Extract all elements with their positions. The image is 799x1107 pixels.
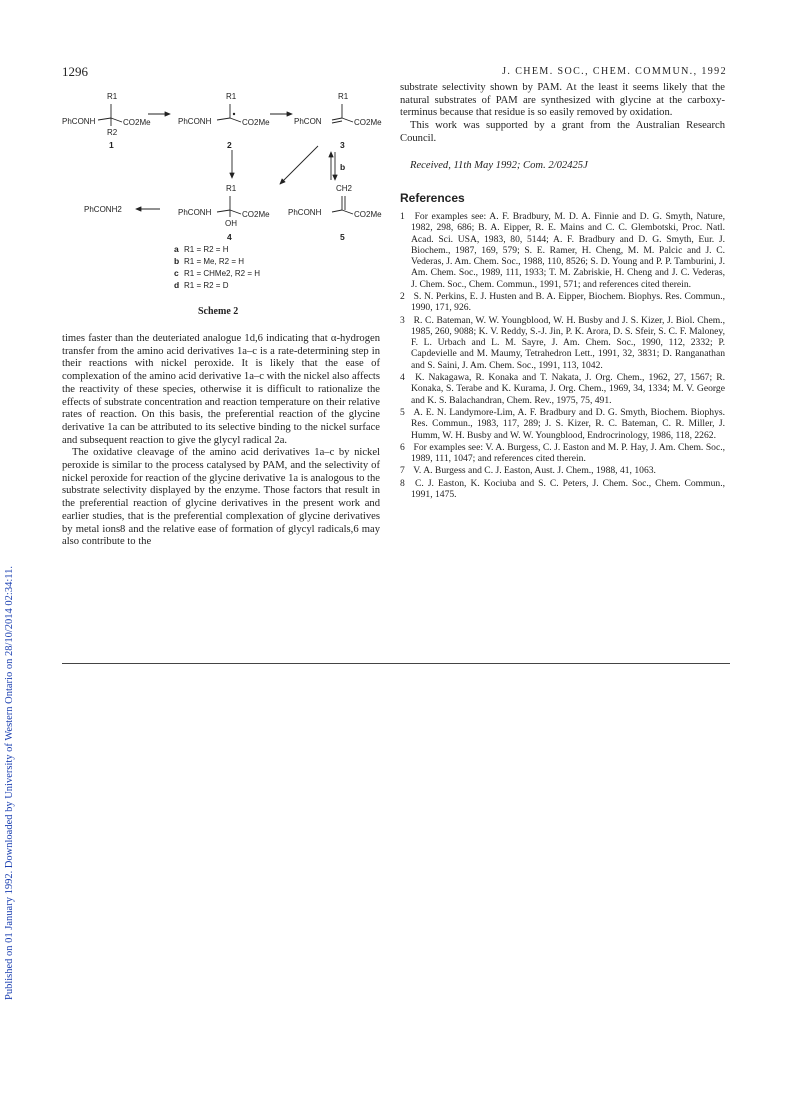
radical-dot [233, 113, 235, 115]
compound5-ch2: CH2 [336, 184, 353, 193]
page-number: 1296 [62, 64, 88, 79]
variant-d-text: R1 = R2 = D [184, 281, 229, 290]
step-b-label: b [340, 162, 346, 172]
left-column [62, 333, 380, 549]
compound3-r1: R1 [338, 92, 349, 101]
references-heading: References [400, 191, 465, 206]
label-compound-4: 4 [227, 232, 232, 242]
label-compound-2: 2 [227, 140, 232, 150]
body-paragraph-1: times faster than the deuteriated analogue 1d,6 indicating that α-hydrogen transfer from the amino acid derivatives 1a–c is a rate-determining step in their reactions with nickel peroxide. It is likely that the ease of complexation of the amino acid derivative 1a–c with the nickel also affects the reactivity of these species, otherwise it is difficult to rationalize the effects of substrate concentration and reaction temperature on their relative rates of reaction. On this basis, the preferential reaction of the glycine derivative 1a can be attributed to its selective binding to the nickel surface and subsequent reaction to give the glycyl radical 2a. [62, 333, 380, 446]
reaction-scheme [60, 84, 390, 324]
variant-a-text: R1 = R2 = H [184, 245, 229, 254]
reference-item: 1 For examples see: A. F. Bradbury, M. D. A. Finnie and D. G. Smyth, Nature, 1982, 298, 686; B. A. Eipper, R. E. Mains and C. C. Glembotski, Proc. Natl. Acad. Sci. USA, 1983, 80, 5144; A. F. Bradbury and D. G. Smyth, Eur. J. Biochem., 1987, 169, 579; S. E. Ramer, H. Cheng, M. M. Palcic and J. C. Vederas, J. Am. Chem. Soc., 1988, 110, 8526; S. D. Young and P. P. Tamburini, J. Am. Chem. Soc., 1989, 111, 1933; T. M. Zabriskie, H. Cheng and J. C. Vederas, J. Chem. Soc., Chem. Commun., 1991, 571; and references cited therein. [400, 210, 725, 290]
reference-item: 5 A. E. N. Landymore-Lim, A. F. Bradbury and D. G. Smyth, Biochem. Biophys. Res. Commun., 1983, 117, 289; J. S. Kizer, R. C. Bateman, C. R. Miller, J. Humm, W. H. Busby and W. W. Youngblood, Endrocrinology, 1986, 118, 2262. [400, 406, 726, 441]
reference-item: 6 For examples see: V. A. Burgess, C. J. Easton and M. P. Hay, J. Am. Chem. Soc., 1989, 111, 1047; and references cited therein. [400, 441, 726, 465]
variant-c-text: R1 = CHMe2, R2 = H [184, 269, 261, 278]
label-compound-5: 5 [340, 232, 345, 242]
acknowledgement: This work was supported by a grant from the Australian Research Council. [400, 120, 725, 144]
compound3-ester: CO2Me [354, 118, 382, 127]
bottom-rule [62, 663, 730, 664]
reference-item: 2 S. N. Perkins, E. J. Husten and B. A. Eipper, Biochem. Biophys. Res. Commun., 1990, 171, 926. [400, 291, 725, 314]
compound1-r1: R1 [107, 92, 118, 101]
download-watermark: Published on 01 January 1992. Downloaded by University of Western Ontario on 28/10/2014 02:34:11. [4, 566, 15, 1000]
running-header: J. CHEM. SOC., CHEM. COMMUN., 1992 [502, 66, 727, 77]
label-compound-3: 3 [340, 140, 345, 150]
compound1-ester: CO2Me [123, 118, 151, 127]
reference-item: 3 R. C. Bateman, W. W. Youngblood, W. H. Busby and J. S. Kizer, J. Biol. Chem., 1985, 260, 9088; K. V. Reddy, S.-J. Jin, P. K. Arora, D. S. Sfeir, S. C. F. Maloney, F. L. Urbach and L. M. Sayre, J. Am. Chem. Soc., 1990, 112, 2332; P. Capdevielle and M. Maumy, Tetrahedron Lett., 1991, 32, 3831; D. Ranganathan and S. Saini, J. Am. Chem. Soc., 1991, 113, 1042. [400, 314, 725, 371]
label-compound-1: 1 [109, 140, 114, 150]
references-list [400, 211, 725, 500]
scheme-drawing [60, 84, 390, 324]
compound5-ester: CO2Me [354, 210, 382, 219]
reference-item: 8 C. J. Easton, K. Kociuba and S. C. Peters, J. Chem. Soc., Chem. Commun., 1991, 1475. [400, 477, 725, 501]
variant-b-letter: b [174, 256, 180, 266]
right-column [400, 82, 725, 501]
compound1-r2: R2 [107, 128, 118, 137]
compound4-r1: R1 [226, 184, 237, 193]
compound2-amide: PhCONH [178, 117, 212, 126]
received-date: Received, 11th May 1992; Com. 2/02425J [410, 159, 588, 171]
scheme-caption: Scheme 2 [198, 306, 239, 317]
body-paragraph-3: substrate selectivity shown by PAM. At the least it seems likely that the natural substrates of PAM are synthesized with glycine at the carboxy-terminus because that residue is so easily removed by oxidation. [400, 82, 725, 119]
variant-a-letter: a [174, 244, 179, 254]
variant-b-text: R1 = Me, R2 = H [184, 257, 245, 266]
reference-item: 7 V. A. Burgess and C. J. Easton, Aust. J. Chem., 1988, 41, 1063. [400, 465, 656, 477]
variant-d-letter: d [174, 280, 180, 290]
compound2-r1: R1 [226, 92, 237, 101]
variant-c-letter: c [174, 268, 179, 278]
compound4-hydroxyl: OH [225, 219, 237, 228]
benzamide-product: PhCONH2 [84, 205, 122, 214]
compound4-amide: PhCONH [178, 208, 212, 217]
compound2-ester: CO2Me [242, 118, 270, 127]
compound4-ester: CO2Me [242, 210, 270, 219]
compound5-amide: PhCONH [288, 208, 322, 217]
compound1-amide: PhCONH [62, 117, 96, 126]
compound3-imine: PhCON [294, 117, 322, 126]
reference-item: 4 K. Nakagawa, R. Konaka and T. Nakata, J. Org. Chem., 1962, 27, 1567; R. Konaka, S. Terabe and K. Kurama, J. Org. Chem., 1969, 34, 1334; M. V. George and K. S. Balachandran, Chem. Rev., 1975, 75, 491. [400, 372, 726, 406]
body-paragraph-2: The oxidative cleavage of the amino acid derivatives 1a–c by nickel peroxide is similar to the process catalysed by PAM, and the selectivity of nickel peroxide for reaction of the glycine derivative 1a is analogous to the substrate selectivity displayed by the enzyme. Those factors that result in the preferential reaction of glycine derivatives in the present work and earlier studies, that is the preferential complexation of glycine derivatives by metal ions8 and the relative ease of formation of glycyl radicals,6 may also contribute to the [62, 447, 380, 548]
